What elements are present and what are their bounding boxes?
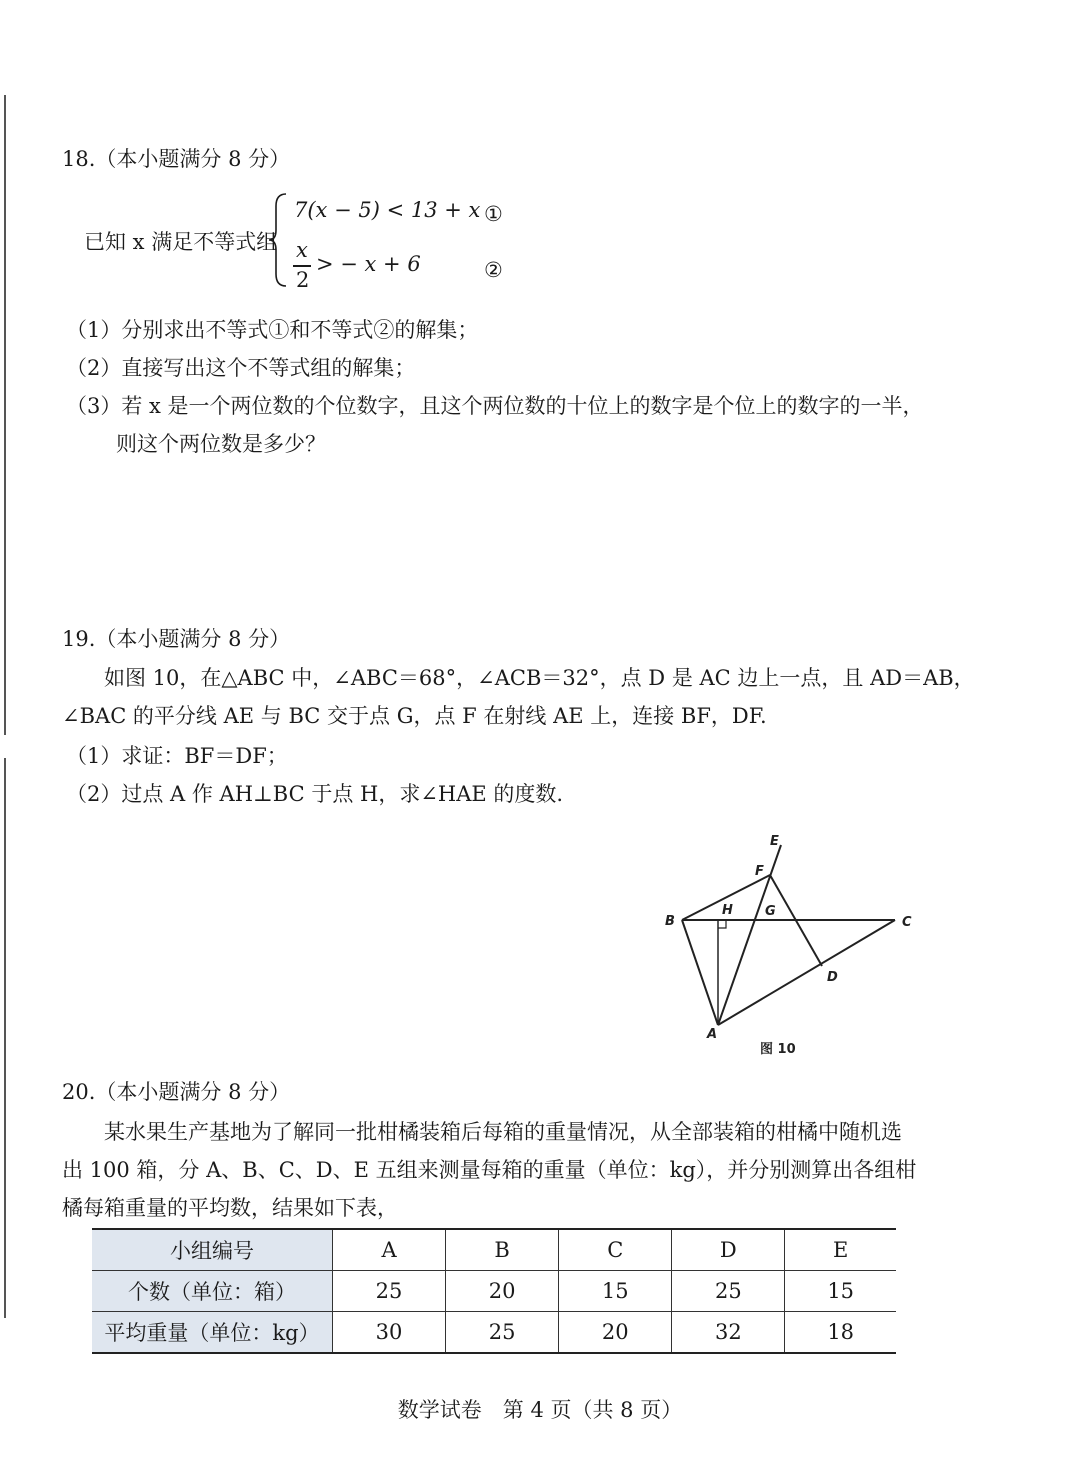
table-cell: 32 [672,1312,785,1354]
table-cell: D [672,1229,785,1271]
inequality-2-rest: > − x + 6 [316,252,421,276]
q19-part2: （2）过点 A 作 AH⊥BC 于点 H，求∠HAE 的度数. [66,782,564,806]
q19-line2: ∠BAC 的平分线 AE 与 BC 交于点 G，点 F 在射线 AE 上，连接 BF，DF. [62,704,767,728]
binding-line-upper [4,95,6,735]
q20-line3: 橘每箱重量的平均数，结果如下表， [62,1196,398,1220]
q18-intro: 已知 x 满足不等式组 [84,230,278,254]
q18-part3-line1: （3）若 x 是一个两位数的个位数字，且这个两位数的十位上的数字是个位上的数字的一半， [66,394,924,418]
table-cell: 30 [333,1312,446,1354]
table-cell: 20 [559,1312,672,1354]
q20-title: 20.（本小题满分 8 分） [62,1080,291,1104]
weight-table [92,1228,896,1354]
table-header-cell: 个数（单位：箱） [92,1271,333,1312]
table-header-cell: 平均重量（单位：kg） [92,1312,333,1354]
segment-ac [718,920,895,1025]
label-h: H [722,903,733,918]
q18-part3-line2: 则这个两位数是多少？ [116,432,326,456]
table-cell: 25 [672,1271,785,1312]
q18-part2: （2）直接写出这个不等式组的解集； [66,356,416,380]
table-cell: 20 [446,1271,559,1312]
label-f: F [755,864,764,879]
label-a: A [707,1027,718,1042]
table-cell: A [333,1229,446,1271]
inequality-1: 7(x − 5) < 13 + x [294,198,481,222]
q18-part1: （1）分别求出不等式①和不等式②的解集； [66,318,479,342]
label-g: G [765,904,776,919]
table-cell: C [559,1229,672,1271]
table-row [92,1271,896,1312]
fraction-numerator: x [296,238,308,262]
fraction-denominator: 2 [296,268,310,292]
table-cell: E [785,1229,896,1271]
inequality-1-mark: ① [484,202,503,226]
right-angle-marker [718,920,726,928]
segment-ab [682,920,718,1025]
label-e: E [770,834,779,849]
q19-line1: 如图 10，在△ABC 中，∠ABC＝68°，∠ACB＝32°，点 D 是 AC 边上一点，且 AD＝AB， [104,666,975,690]
q18-title: 18.（本小题满分 8 分） [62,147,291,171]
system-brace [268,190,290,290]
page-footer: 数学试卷 第 4 页（共 8 页） [397,1398,683,1422]
inequality-2-mark: ② [484,258,503,282]
table-header-cell: 小组编号 [92,1229,333,1271]
table-row [92,1229,896,1271]
binding-line-lower [4,758,6,1318]
table-cell: 25 [333,1271,446,1312]
q20-line1: 某水果生产基地为了解同一批柑橘装箱后每箱的重量情况，从全部装箱的柑橘中随机选 [104,1120,902,1144]
table-row [92,1312,896,1354]
table-cell: 15 [559,1271,672,1312]
geometry-figure-10 [655,825,935,1060]
label-b: B [665,914,675,929]
table-cell: 18 [785,1312,896,1354]
q19-part1: （1）求证：BF＝DF； [66,744,288,768]
table-cell: 15 [785,1271,896,1312]
ray-ae [718,845,781,1025]
table-cell: 25 [446,1312,559,1354]
q20-line2: 出 100 箱，分 A、B、C、D、E 五组来测量每箱的重量（单位：kg），并分别测算出各组柑 [62,1158,917,1182]
q19-title: 19.（本小题满分 8 分） [62,627,291,651]
label-c: C [902,915,912,930]
label-d: D [827,970,838,985]
figure-caption: 图 10 [760,1042,796,1057]
table-cell: B [446,1229,559,1271]
